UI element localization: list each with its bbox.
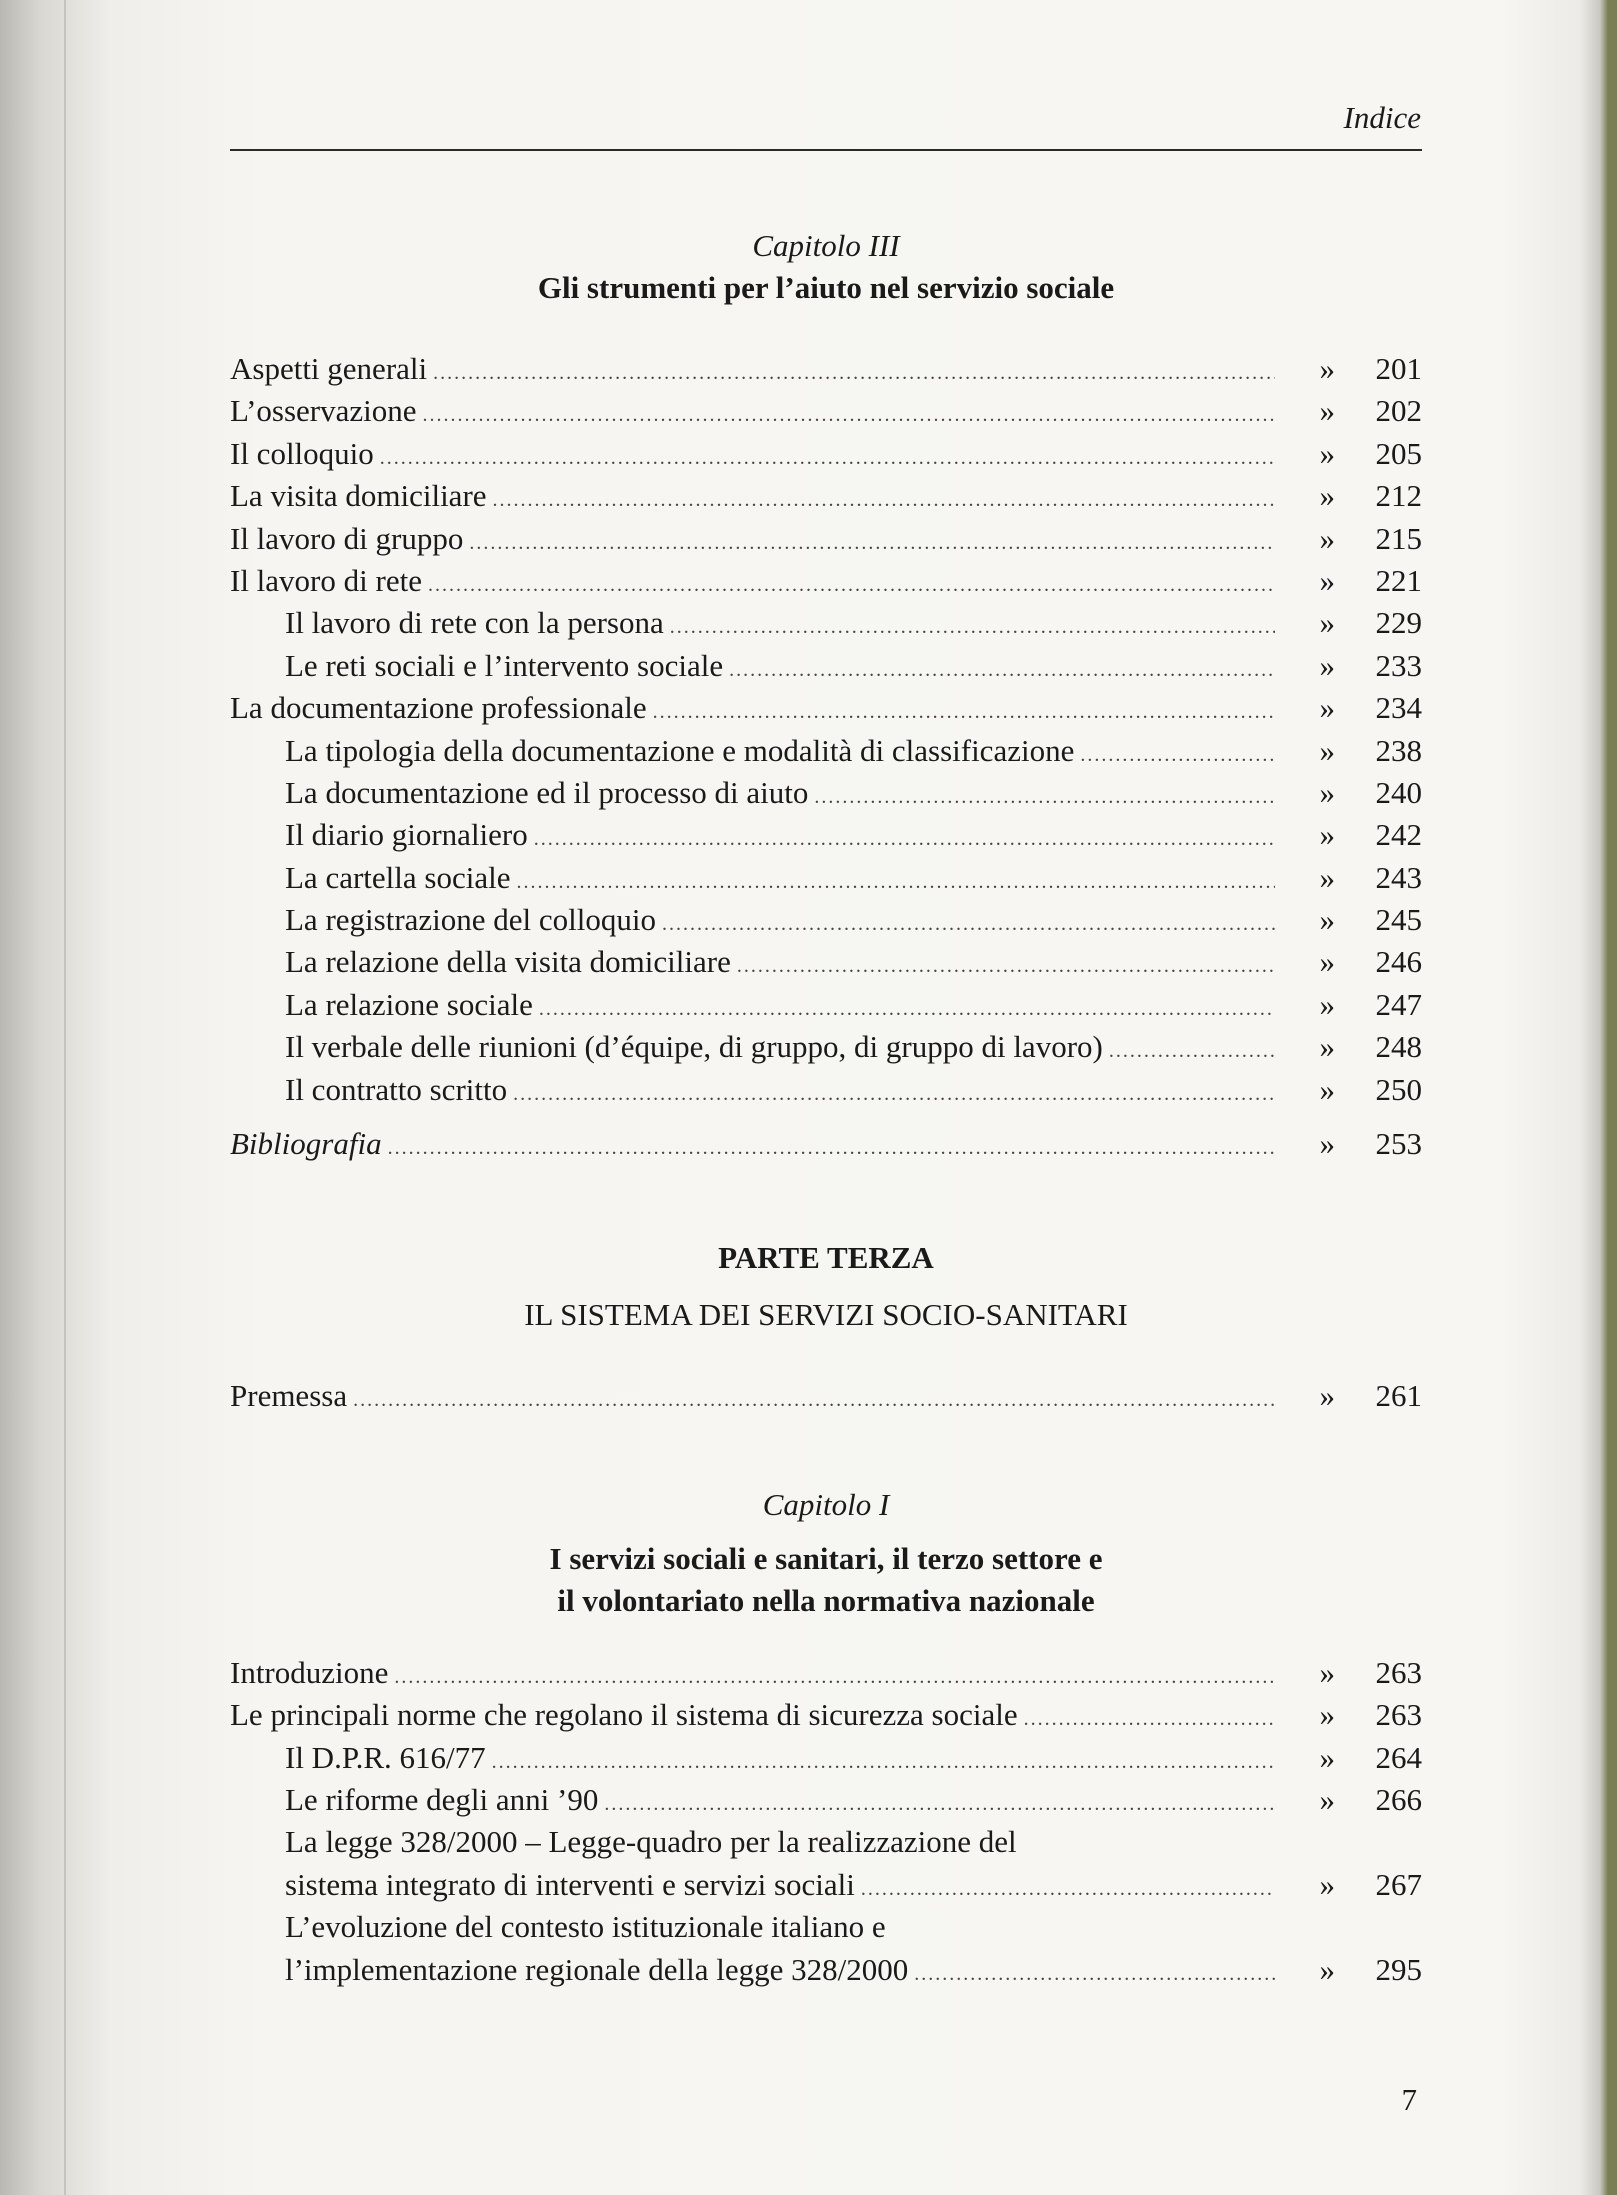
entry-text: Le reti sociali e l’intervento sociale xyxy=(285,647,724,683)
toc-entry[interactable] xyxy=(230,687,1422,729)
toc-entry[interactable] xyxy=(230,475,1422,517)
guillemet: » xyxy=(1319,1866,1335,1902)
toc-entry[interactable] xyxy=(230,433,1422,475)
leader-dots xyxy=(493,479,1275,521)
toc-entry[interactable] xyxy=(230,645,1422,687)
entry-page: 229 xyxy=(1375,605,1422,641)
guillemet: » xyxy=(1319,1071,1335,1107)
entry-page: 234 xyxy=(1375,690,1422,726)
toc-entry[interactable] xyxy=(230,1949,1422,1991)
entry-text: Aspetti generali xyxy=(230,351,428,386)
toc-entry[interactable] xyxy=(230,348,1422,390)
leader-dots xyxy=(1109,1030,1275,1072)
entry-text: Bibliografia xyxy=(230,1126,382,1162)
entry-text: Il lavoro di rete con la persona xyxy=(285,605,664,641)
leader-dots xyxy=(428,564,1275,606)
page-fold-shadow xyxy=(64,0,66,2195)
guillemet: » xyxy=(1319,562,1335,598)
guillemet: » xyxy=(1319,435,1335,471)
toc-entry[interactable] xyxy=(230,772,1422,814)
toc-entry[interactable] xyxy=(230,1069,1422,1111)
toc-entry[interactable] xyxy=(230,1779,1422,1821)
entry-page: 238 xyxy=(1375,732,1422,768)
leader-dots xyxy=(492,1741,1275,1783)
guillemet: » xyxy=(1319,817,1335,853)
guillemet: » xyxy=(1319,1781,1335,1817)
chapter-entries xyxy=(230,1652,1422,1991)
entry-text-cont: sistema integrato di interventi e servizi sociali xyxy=(285,1866,855,1902)
leader-dots xyxy=(394,1656,1275,1698)
leader-dots xyxy=(1024,1698,1275,1740)
leader-dots xyxy=(729,649,1275,691)
toc-entry-bibliography[interactable] xyxy=(230,1123,1422,1165)
entry-page: 261 xyxy=(1375,1378,1422,1414)
entry-text: La cartella sociale xyxy=(285,859,511,895)
leader-dots xyxy=(380,437,1275,479)
entry-page: 240 xyxy=(1375,774,1422,810)
leader-dots xyxy=(534,818,1275,860)
table-of-contents xyxy=(230,225,1422,1991)
toc-entry[interactable] xyxy=(230,1026,1422,1068)
leader-dots xyxy=(653,691,1275,733)
part-subtitle: IL SISTEMA DEI SERVIZI SOCIO-SANITARI xyxy=(524,1297,1128,1333)
toc-entry[interactable] xyxy=(230,518,1422,560)
toc-entry[interactable] xyxy=(230,390,1422,432)
toc-entry[interactable] xyxy=(230,1652,1422,1694)
guillemet: » xyxy=(1319,520,1335,556)
entry-page: 247 xyxy=(1375,986,1422,1022)
entry-text: Le principali norme che regolano il sistema di sicurezza sociale xyxy=(230,1697,1018,1733)
toc-entry[interactable] xyxy=(230,730,1422,772)
part-title: PARTE TERZA xyxy=(718,1240,934,1276)
entry-text: Il contratto scritto xyxy=(285,1071,508,1107)
guillemet: » xyxy=(1319,1739,1335,1775)
entry-page: 263 xyxy=(1375,1654,1422,1690)
toc-entry[interactable] xyxy=(230,1694,1422,1736)
toc-entry-line[interactable] xyxy=(230,1906,1422,1948)
chapter-title-line1: I servizi sociali e sanitari, il terzo settore e xyxy=(549,1540,1103,1576)
entry-text: Il verbale delle riunioni (d’équipe, di gruppo, di gruppo di lavoro) xyxy=(285,1029,1103,1065)
toc-entry[interactable] xyxy=(230,899,1422,941)
entry-text: Il D.P.R. 616/77 xyxy=(285,1739,486,1775)
entry-page: 212 xyxy=(1375,478,1422,514)
leader-dots xyxy=(433,352,1275,394)
entry-text: La documentazione ed il processo di aiuto xyxy=(285,774,809,810)
leader-dots xyxy=(737,945,1275,987)
entry-page: 250 xyxy=(1375,1071,1422,1107)
chapter-title-line2: il volontariato nella normativa nazionale xyxy=(557,1582,1095,1618)
leader-dots xyxy=(914,1953,1275,1995)
leader-dots xyxy=(423,394,1275,436)
guillemet: » xyxy=(1319,774,1335,810)
toc-entry[interactable] xyxy=(230,857,1422,899)
entry-page: 243 xyxy=(1375,859,1422,895)
leader-dots xyxy=(670,606,1275,648)
toc-entry[interactable] xyxy=(230,602,1422,644)
toc-entry[interactable] xyxy=(230,560,1422,602)
toc-entry[interactable] xyxy=(230,984,1422,1026)
entry-text: L’evoluzione del contesto istituzionale italiano e xyxy=(285,1909,886,1945)
chapter-title: Gli strumenti per l’aiuto nel servizio sociale xyxy=(537,270,1115,305)
entry-text: Il lavoro di rete xyxy=(230,562,422,598)
leader-dots xyxy=(1080,734,1275,776)
entry-page: 253 xyxy=(1375,1126,1422,1162)
entry-page: 263 xyxy=(1375,1697,1422,1733)
guillemet: » xyxy=(1319,478,1335,514)
guillemet: » xyxy=(1319,690,1335,726)
leader-dots xyxy=(388,1127,1275,1169)
leader-dots xyxy=(814,776,1275,818)
chapter-entries xyxy=(230,348,1422,1111)
entry-page: 205 xyxy=(1375,435,1422,471)
entry-page: 267 xyxy=(1375,1866,1422,1902)
leader-dots xyxy=(539,988,1275,1030)
entry-page: 245 xyxy=(1375,902,1422,938)
entry-text: Le riforme degli anni ’90 xyxy=(285,1781,599,1817)
entry-page: 264 xyxy=(1375,1739,1422,1775)
guillemet: » xyxy=(1319,859,1335,895)
toc-entry[interactable] xyxy=(230,941,1422,983)
guillemet: » xyxy=(1319,393,1335,429)
entry-text: L’osservazione xyxy=(230,393,417,429)
entry-text: Introduzione xyxy=(230,1654,389,1690)
entry-text: La relazione sociale xyxy=(285,986,533,1022)
guillemet: » xyxy=(1319,647,1335,683)
entry-page: 295 xyxy=(1375,1951,1422,1987)
guillemet: » xyxy=(1319,732,1335,768)
leader-dots xyxy=(513,1073,1275,1115)
entry-text: La documentazione professionale xyxy=(230,690,647,726)
entry-page: 221 xyxy=(1375,562,1422,598)
toc-entry-line[interactable] xyxy=(230,1821,1422,1863)
toc-entry[interactable] xyxy=(230,1864,1422,1906)
entry-text-cont: l’implementazione regionale della legge 328/2000 xyxy=(285,1951,909,1987)
toc-entry[interactable] xyxy=(230,814,1422,856)
guillemet: » xyxy=(1319,605,1335,641)
leader-dots xyxy=(604,1783,1275,1825)
guillemet: » xyxy=(1319,1126,1335,1162)
header-rule xyxy=(230,149,1422,151)
entry-text: La registrazione del colloquio xyxy=(285,902,657,938)
leader-dots xyxy=(662,903,1275,945)
guillemet: » xyxy=(1319,1654,1335,1690)
guillemet: » xyxy=(1319,1378,1335,1414)
leader-dots xyxy=(861,1868,1275,1910)
entry-text: Premessa xyxy=(230,1378,348,1414)
entry-page: 248 xyxy=(1375,1029,1422,1065)
toc-entry-premessa[interactable] xyxy=(230,1375,1422,1417)
entry-text: Il colloquio xyxy=(230,435,374,471)
entry-page: 233 xyxy=(1375,647,1422,683)
guillemet: » xyxy=(1319,944,1335,980)
leader-dots xyxy=(469,522,1275,564)
guillemet: » xyxy=(1319,1029,1335,1065)
guillemet: » xyxy=(1319,902,1335,938)
entry-page: 215 xyxy=(1375,520,1422,556)
entry-text: La legge 328/2000 – Legge-quadro per la realizzazione del xyxy=(285,1824,1017,1860)
entry-text: La visita domiciliare xyxy=(230,478,487,514)
entry-text: Il diario giornaliero xyxy=(285,817,528,853)
entry-page: 266 xyxy=(1375,1781,1422,1817)
guillemet: » xyxy=(1319,1951,1335,1987)
page-number: 7 xyxy=(1401,2082,1417,2117)
entry-page: 242 xyxy=(1375,817,1422,853)
toc-entry[interactable] xyxy=(230,1737,1422,1779)
chapter-label: Capitolo I xyxy=(762,1486,890,1522)
entry-text: La relazione della visita domiciliare xyxy=(285,944,731,980)
running-header: Indice xyxy=(1343,100,1421,135)
entry-page: 201 xyxy=(1375,351,1422,386)
guillemet: » xyxy=(1319,1697,1335,1733)
guillemet: » xyxy=(1319,351,1335,386)
entry-text: Il lavoro di gruppo xyxy=(230,520,464,556)
guillemet: » xyxy=(1319,986,1335,1022)
chapter-label: Capitolo III xyxy=(752,228,900,263)
entry-page: 202 xyxy=(1375,393,1422,429)
entry-page: 246 xyxy=(1375,944,1422,980)
leader-dots xyxy=(516,861,1275,903)
leader-dots xyxy=(353,1379,1275,1421)
entry-text: La tipologia della documentazione e modalità di classificazione xyxy=(285,732,1075,768)
